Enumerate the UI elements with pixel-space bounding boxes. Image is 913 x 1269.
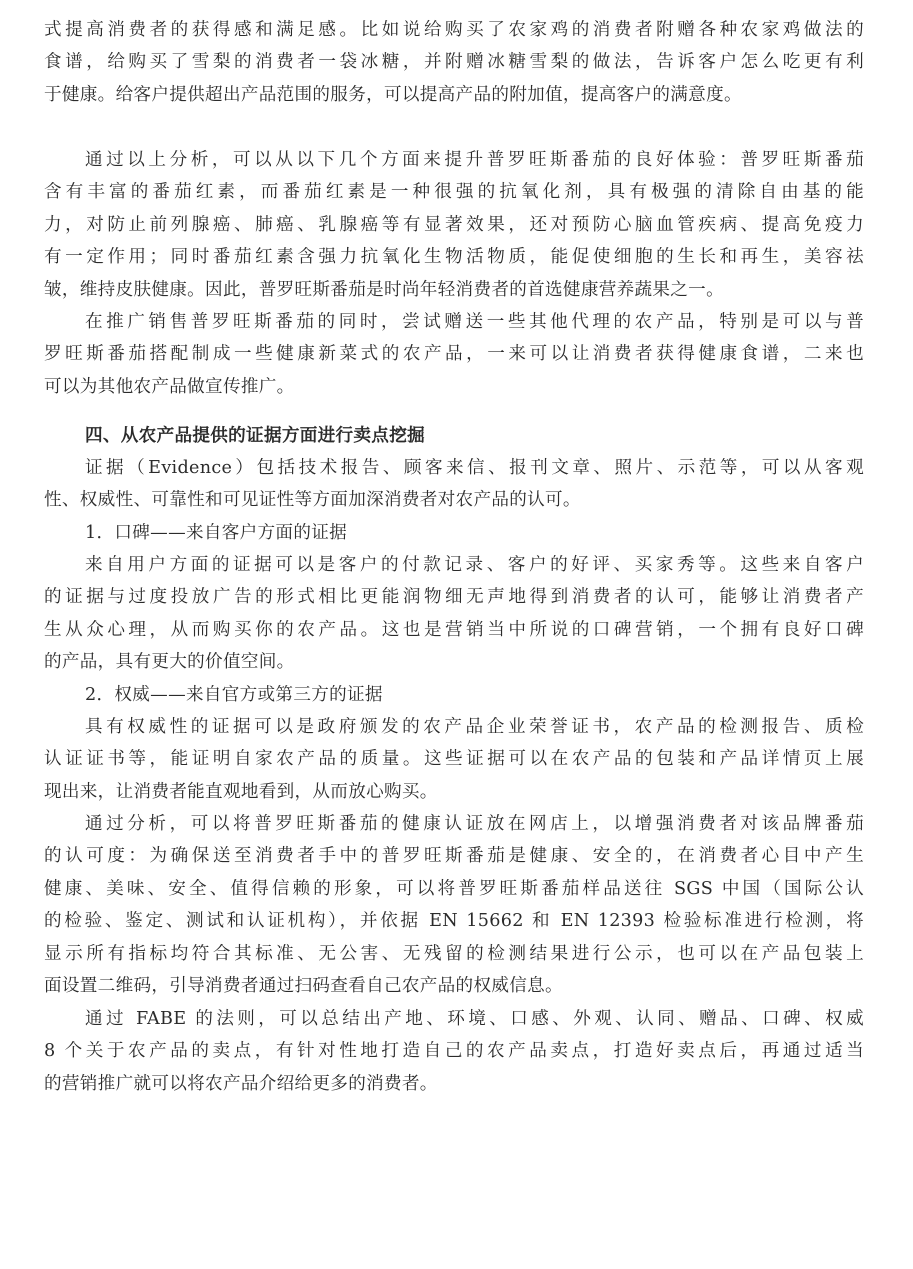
section-heading — [44, 420, 864, 452]
text-line: 显示所有指标均符合其标准、无公害、无残留的检测结果进行公示，也可以在产品包装上 — [44, 943, 864, 964]
paragraph-certification — [44, 808, 864, 1002]
text-line: 生从众心理，从而购买你的农产品。这也是营销当中所说的口碑营销，一个拥有良好口碑 — [44, 619, 864, 640]
text-line: 8 个关于农产品的卖点，有针对性地打造自己的农产品卖点，打造好卖点后，再通过适当 — [44, 1041, 864, 1062]
text-line: 含有丰富的番茄红素，而番茄红素是一种很强的抗氧化剂，具有极强的清除自由基的能 — [44, 182, 864, 203]
text-line: 的认可度：为确保送至消费者手中的普罗旺斯番茄是健康、安全的，在消费者心目中产生 — [44, 846, 864, 867]
text-line: 力，对防止前列腺癌、肺癌、乳腺癌等有显著效果，还对预防心脑血管疾病、提高免疫力 — [44, 214, 864, 235]
text-line: 食谱，给购买了雪梨的消费者一袋冰糖，并附赠冰糖雪梨的做法，告诉客户怎么吃更有利 — [44, 52, 864, 73]
text-line: 的营销推广就可以将农产品介绍给更多的消费者。 — [44, 1073, 438, 1094]
text-line: 通过以上分析，可以从以下几个方面来提升普罗旺斯番茄的良好体验：普罗旺斯番茄 — [85, 150, 864, 170]
paragraph-evidence — [44, 452, 864, 517]
paragraph-authority-evidence — [44, 711, 864, 808]
text-line: 证据（Evidence）包括技术报告、顾客来信、报刊文章、照片、示范等，可以从客观 — [85, 458, 864, 478]
subheading-text: 1．口碑——来自客户方面的证据 — [85, 523, 348, 543]
text-line: 可以为其他农产品做宣传推广。 — [44, 376, 295, 397]
subheading-word-of-mouth — [44, 517, 864, 549]
text-line: 面设置二维码，引导消费者通过扫码查看自己农产品的权威信息。 — [44, 976, 563, 997]
paragraph-fabe-summary — [44, 1003, 864, 1100]
text-line: 具有权威性的证据可以是政府颁发的农产品企业荣誉证书，农产品的检测报告、质检 — [85, 717, 864, 737]
text-line: 的产品，具有更大的价值空间。 — [44, 652, 295, 673]
paragraph-customer-evidence — [44, 549, 864, 679]
text-line: 现出来，让消费者能直观地看到，从而放心购买。 — [44, 781, 438, 802]
text-line: 的检验、鉴定、测试和认证机构），并依据 EN 15662 和 EN 12393 检验标准进行检测，将 — [44, 911, 864, 932]
text-line: 的证据与过度投放广告的形式相比更能润物细无声地得到消费者的认可，能够让消费者产 — [44, 587, 864, 608]
text-line: 通过分析，可以将普罗旺斯番茄的健康认证放在网店上，以增强消费者对该品牌番茄 — [85, 814, 864, 834]
text-line: 性、权威性、可靠性和可见证性等方面加深消费者对农产品的认可。 — [44, 490, 581, 511]
text-line: 在推广销售普罗旺斯番茄的同时，尝试赠送一些其他代理的农产品，特别是可以与普 — [85, 312, 864, 332]
text-line: 认证证书等，能证明自家农产品的质量。这些证据可以在农产品的包装和产品详情页上展 — [44, 749, 864, 770]
text-line: 通过 FABE 的法则，可以总结出产地、环境、口感、外观、认同、赠品、口碑、权威 — [85, 1009, 864, 1029]
text-line: 式提高消费者的获得感和满足感。比如说给购买了农家鸡的消费者附赠各种农家鸡做法的 — [44, 20, 864, 40]
paragraph-continuation — [44, 14, 864, 111]
heading-text: 四、从农产品提供的证据方面进行卖点挖掘 — [85, 426, 425, 446]
subheading-authority — [44, 679, 864, 711]
text-line: 健康、美味、安全、值得信赖的形象，可以将普罗旺斯番茄样品送往 SGS 中国（国际公认 — [44, 878, 864, 899]
text-line: 来自用户方面的证据可以是客户的付款记录、客户的好评、买家秀等。这些来自客户 — [85, 555, 864, 575]
paragraph-experience — [44, 144, 864, 306]
paragraph-promotion — [44, 306, 864, 403]
text-line: 有一定作用；同时番茄红素含强力抗氧化生物活物质，能促使细胞的生长和再生，美容祛 — [44, 247, 864, 268]
text-line: 于健康。给客户提供超出产品范围的服务，可以提高产品的附加值，提高客户的满意度。 — [44, 84, 742, 105]
text-line: 罗旺斯番茄搭配制成一些健康新菜式的农产品，一来可以让消费者获得健康食谱，二来也 — [44, 344, 864, 365]
subheading-text: 2．权威——来自官方或第三方的证据 — [85, 685, 383, 705]
text-line: 皱，维持皮肤健康。因此，普罗旺斯番茄是时尚年轻消费者的首选健康营养蔬果之一。 — [44, 279, 724, 300]
